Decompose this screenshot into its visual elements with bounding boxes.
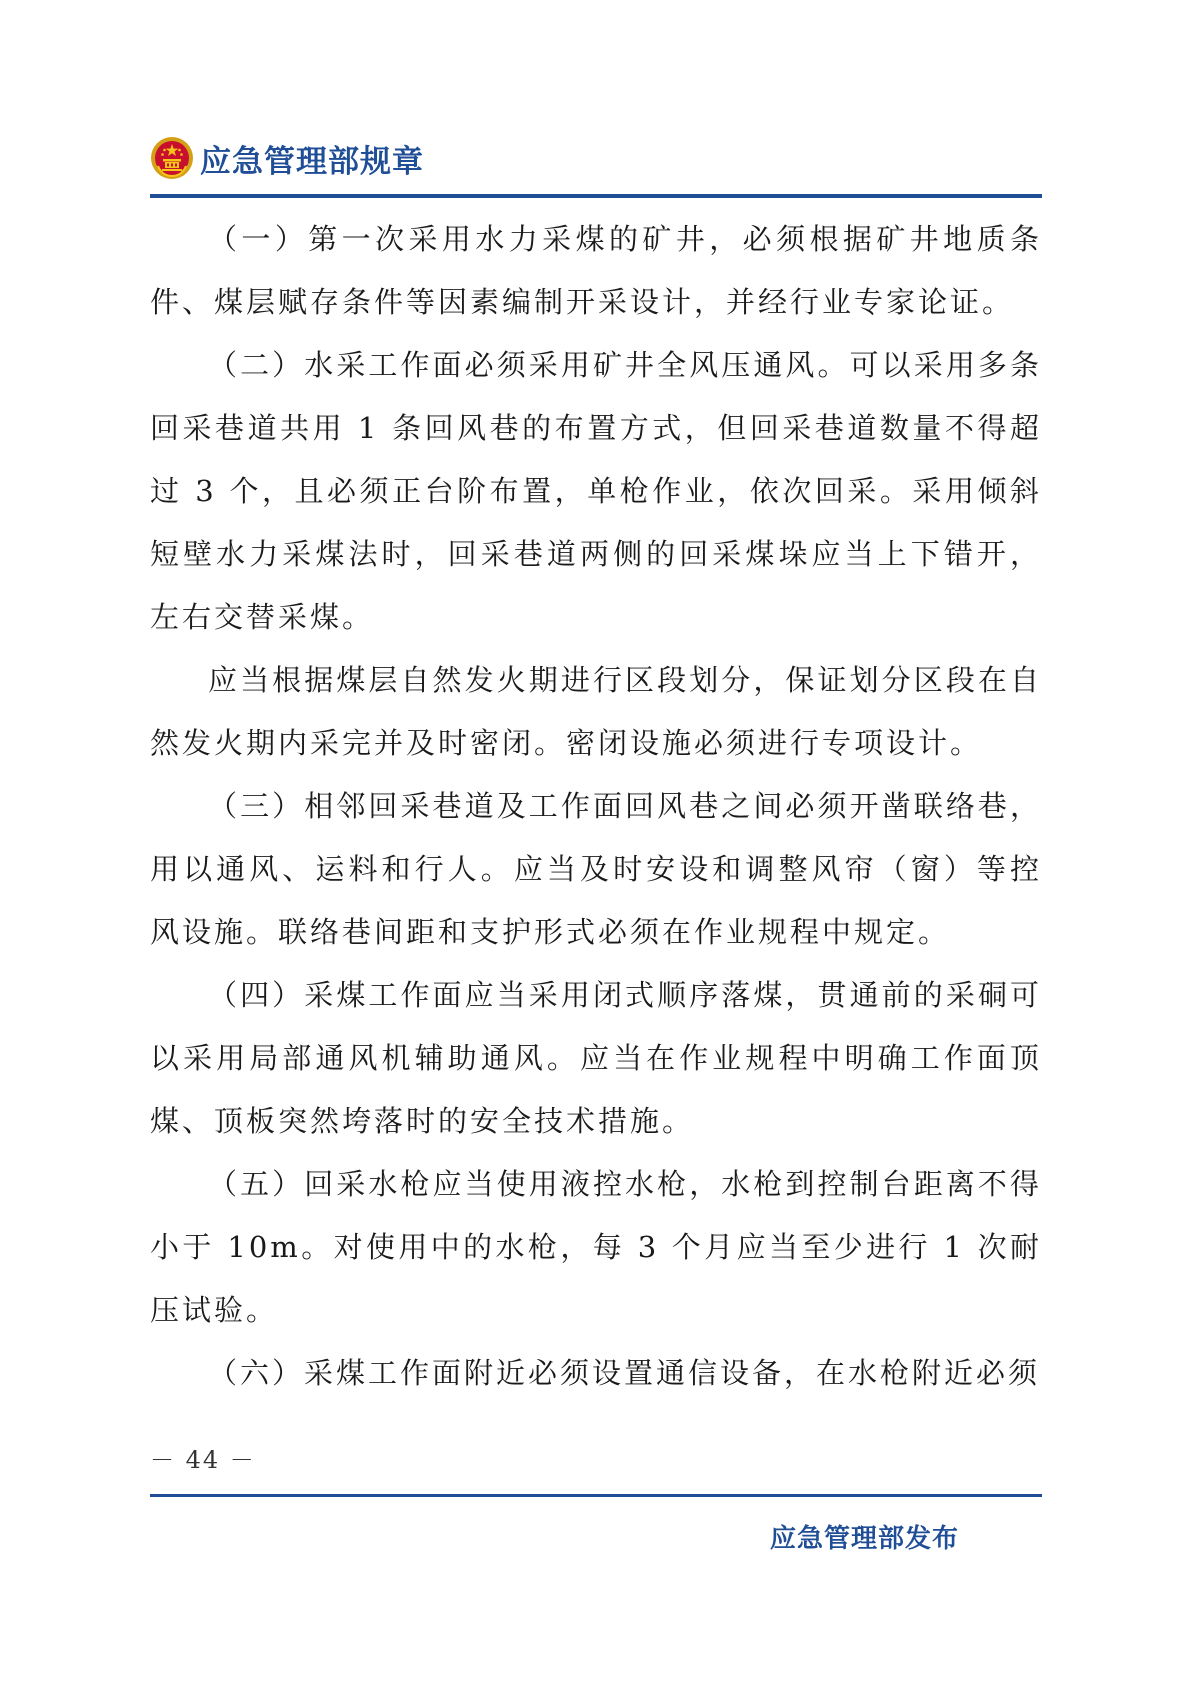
national-emblem-icon [150, 136, 194, 180]
header-divider [150, 194, 1042, 198]
page-number: － 44 － [150, 1446, 256, 1474]
paragraph-6: （五）回采水枪应当使用液控水枪，水枪到控制台距离不得小于 10m。对使用中的水枪，每 3 个月应当至少进行 1 次耐压试验。 [150, 1167, 1042, 1327]
footer-publisher: 应急管理部发布 [770, 1524, 960, 1554]
paragraph-4: （三）相邻回采巷道及工作面回风巷之间必须开凿联络巷，用以通风、运料和行人。应当及时安设和调整风帘（窗）等控风设施。联络巷间距和支护形式必须在作业规程中规定。 [150, 789, 1042, 949]
paragraph-1: （一）第一次采用水力采煤的矿井，必须根据矿井地质条件、煤层赋存条件等因素编制开采设计，并经行业专家论证。 [150, 222, 1042, 319]
document-body [150, 208, 1042, 1405]
header-title: 应急管理部规章 [200, 143, 424, 180]
paragraph-3: 应当根据煤层自然发火期进行区段划分，保证划分区段在自然发火期内采完并及时密闭。密闭设施必须进行专项设计。 [150, 663, 1042, 760]
document-header [150, 128, 424, 188]
paragraph-5: （四）采煤工作面应当采用闭式顺序落煤，贯通前的采硐可以采用局部通风机辅助通风。应当在作业规程中明确工作面顶煤、顶板突然垮落时的安全技术措施。 [150, 978, 1042, 1138]
paragraph-2: （二）水采工作面必须采用矿井全风压通风。可以采用多条回采巷道共用 1 条回风巷的布置方式，但回采巷道数量不得超过 3 个，且必须正台阶布置，单枪作业，依次回采。采用倾斜短壁水力采煤法时，回采巷道两侧的回采煤垛应当上下错开，左右交替采煤。 [150, 348, 1042, 634]
footer-divider [150, 1494, 1042, 1497]
paragraph-7: （六）采煤工作面附近必须设置通信设备，在水枪附近必须 [208, 1356, 1041, 1390]
